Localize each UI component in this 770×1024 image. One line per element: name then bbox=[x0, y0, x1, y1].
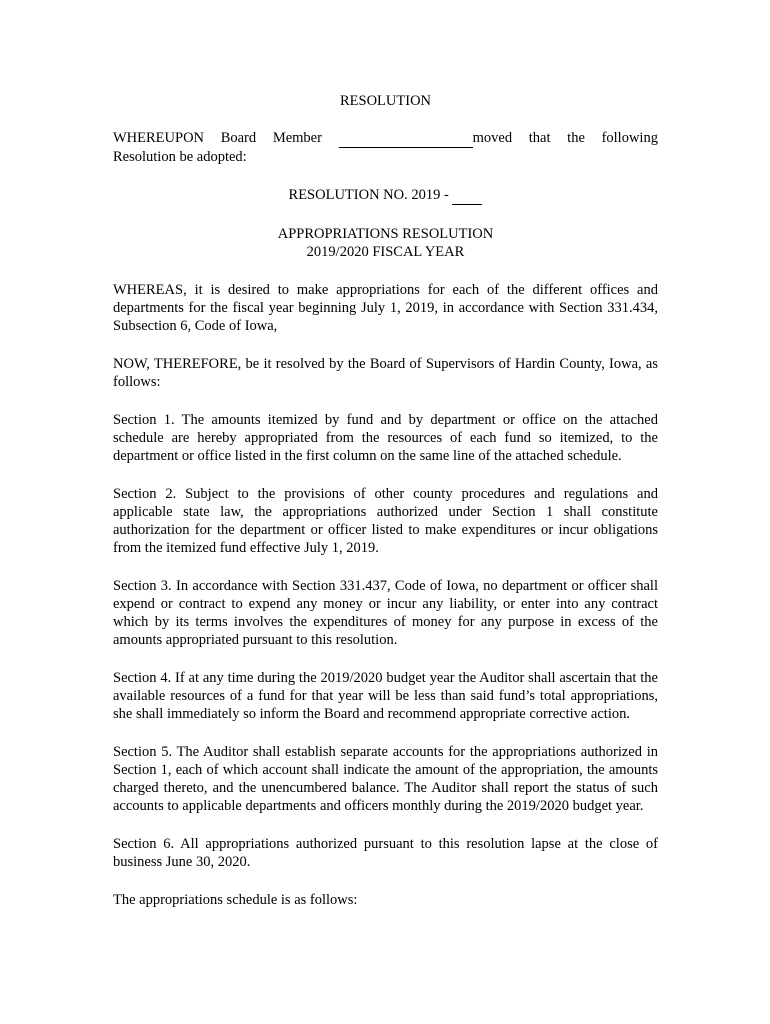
resolution-number-blank bbox=[452, 186, 482, 205]
whereupon-word: WHEREUPON bbox=[113, 130, 205, 146]
section-5-paragraph: Section 5. The Auditor shall establish separate accounts for the appropriations authorized in Section 1, each of which account shall indicate the amount of the appropriation, the amounts charged thereto, and the unencumbered balance. The Auditor shall report the status of such accounts to applicable departments and officers monthly during the 2019/2020 budget year. bbox=[113, 744, 658, 814]
now-therefore-paragraph: NOW, THEREFORE, be it resolved by the Board of Supervisors of Hardin County, Iowa, as follows: bbox=[113, 356, 658, 390]
schedule-intro: The appropriations schedule is as follows: bbox=[113, 892, 358, 908]
member-name-blank-group bbox=[339, 129, 512, 148]
section-1-paragraph: Section 1. The amounts itemized by fund and by department or office on the attached schedule are hereby appropriated from the resources of each fund so itemized, to the department or office listed in the first column on the same line of the attached schedule. bbox=[113, 412, 658, 464]
member-name-blank bbox=[339, 129, 473, 148]
resolution-number bbox=[113, 186, 658, 205]
document-page bbox=[113, 92, 658, 909]
following-word: following bbox=[601, 130, 658, 146]
whereupon-line-2: Resolution be adopted: bbox=[113, 149, 247, 165]
moved-word: moved bbox=[472, 130, 513, 146]
whereupon-paragraph bbox=[113, 129, 658, 166]
heading-line-2: 2019/2020 FISCAL YEAR bbox=[306, 244, 465, 260]
resolution-number-text: RESOLUTION NO. 2019 - bbox=[288, 187, 449, 203]
whereupon-line bbox=[113, 129, 658, 148]
member-word: Member bbox=[272, 130, 322, 146]
section-3-paragraph: Section 3. In accordance with Section 331.437, Code of Iowa, no department or officer shall expend or contract to expend any money or incur any liability, or enter into any contract which by its terms involves the expenditures of money for any purpose in excess of the amounts appropriated pursuant to this resolution. bbox=[113, 578, 658, 648]
document-title: RESOLUTION bbox=[339, 93, 432, 109]
section-6-paragraph: Section 6. All appropriations authorized pursuant to this resolution lapse at the close of business June 30, 2020. bbox=[113, 836, 658, 870]
the-word: the bbox=[567, 130, 585, 146]
section-2-paragraph: Section 2. Subject to the provisions of other county procedures and regulations and applicable state law, the appropriations authorized under Section 1 shall constitute authorization for the department or officer listed to make expenditures or incur obligations from the itemized fund effective July 1, 2019. bbox=[113, 486, 658, 556]
resolution-heading bbox=[113, 225, 658, 261]
board-word: Board bbox=[220, 130, 257, 146]
whereas-paragraph: WHEREAS, it is desired to make appropriations for each of the different offices and departments for the fiscal year beginning July 1, 2019, in accordance with Section 331.434, Subsection 6, Code of Iowa, bbox=[113, 282, 658, 334]
that-word: that bbox=[528, 130, 551, 146]
heading-line-1: APPROPRIATIONS RESOLUTION bbox=[277, 226, 494, 242]
section-4-paragraph: Section 4. If at any time during the 2019/2020 budget year the Auditor shall ascertain that the available resources of a fund for that year will be less than said fund’s total appropriations, she shall immediately so inform the Board and recommend appropriate corrective action. bbox=[113, 670, 658, 722]
